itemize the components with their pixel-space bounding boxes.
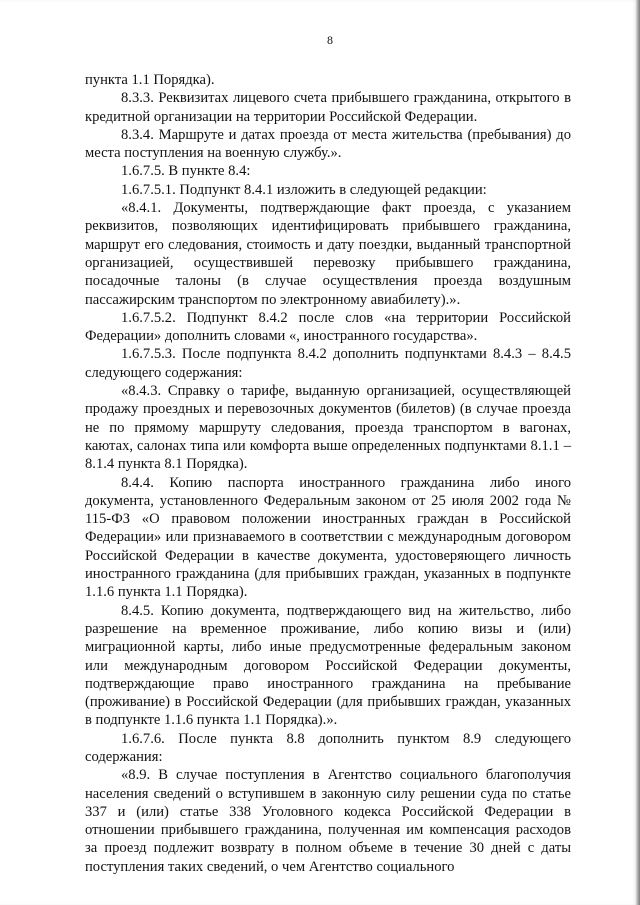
paragraph: 1.6.7.5.2. Подпункт 8.4.2 после слов «на территории Российской Федерации» дополнить словами «, иностранного государства». xyxy=(85,309,571,345)
document-body xyxy=(85,71,571,876)
scan-edge-shadow xyxy=(636,0,640,905)
paragraph: пункта 1.1 Порядка). xyxy=(85,72,215,88)
paragraph: «8.9. В случае поступления в Агентство социального благополучия населения сведений о вступившем в законную силу решении суда по статье 337 и (или) статье 338 Уголовного кодекса Российской Федерации в отношении прибывшего гражданина, полученная им компенсация расходов за проезд подлежит возврату в полном объеме в течение 30 дней с даты поступления таких сведений, о чем Агентство социального xyxy=(85,767,571,875)
paragraph: 8.3.4. Маршруте и датах проезда от места жительства (пребывания) до места поступления на военную службу.». xyxy=(85,126,571,162)
paragraph: 1.6.7.5.3. После подпункта 8.4.2 дополнить подпунктами 8.4.3 – 8.4.5 следующего содержания: xyxy=(85,346,571,381)
paragraph: 8.3.3. Реквизитах лицевого счета прибывшего гражданина, открытого в кредитной организации на территории Российской Федерации. xyxy=(85,90,571,125)
paragraph: 1.6.7.5.1. Подпункт 8.4.1 изложить в следующей редакции: xyxy=(121,181,487,198)
paragraph: «8.4.1. Документы, подтверждающие факт проезда, с указанием реквизитов, позволяющих идентифицировать прибывшего гражданина, маршрут его следования, стоимость и дату поездки, выданный транспортной организацией, осуществившей перевозку прибывшего гражданина, посадочные талоны (в случае осуществления проезда воздушным пассажирским транспортом по электронному авиабилету).». xyxy=(85,200,571,308)
paragraph: «8.4.3. Справку о тарифе, выданную организацией, осуществляющей продажу проездных и перевозочных документов (билетов) (в случае проезда не по прямому маршруту следования, проезда транспортом в вагонах, каютах, салонах типа или комфорта выше определенных подпунктами 8.1.1 – 8.1.4 пункта 8.1 Порядка). xyxy=(85,383,571,473)
paragraph: 8.4.4. Копию паспорта иностранного гражданина либо иного документа, установленного Федеральным законом от 25 июля 2002 года № 115-ФЗ «О правовом положении иностранных граждан в Российской Федерации» или признаваемого в соответствии с международным договором Российской Федерации в качестве документа, удостоверяющего личность иностранного гражданина (для прибывших граждан, указанных в подпункте 1.1.6 пункта 1.1 Порядка). xyxy=(85,474,571,601)
paragraph: 1.6.7.6. После пункта 8.8 дополнить пунктом 8.9 следующего содержания: xyxy=(85,730,571,765)
paragraph: 8.4.5. Копию документа, подтверждающего вид на жительство, либо разрешение на временное проживание, либо копию визы и (или) миграционной карты, либо иные предусмотренные федеральным законом или международным договором Российской Федерации документы, подтверждающие право иностранного гражданина на пребывание (проживание) в Российской Федерации (для прибывших граждан, указанных в подпункте 1.1.6 пункта 1.1 Порядка).». xyxy=(85,602,571,729)
page-number: 8 xyxy=(327,33,333,47)
paragraph: 1.6.7.5. В пункте 8.4: xyxy=(121,163,251,180)
